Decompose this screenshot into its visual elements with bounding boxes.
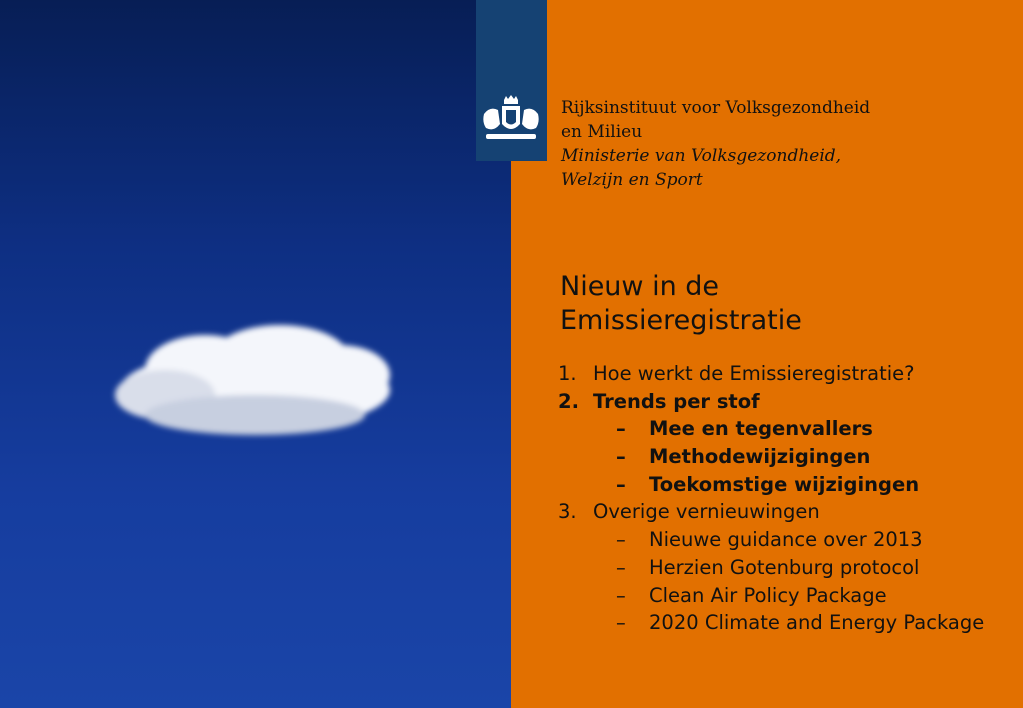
cloud-icon: [105, 315, 410, 450]
subitem-label: Toekomstige wijzigingen: [649, 472, 920, 496]
sky-photo: [0, 0, 511, 708]
dash-bullet: –: [616, 445, 626, 469]
item-label: Overige vernieuwingen: [593, 500, 820, 524]
ministry-line-2: Welzijn en Sport: [561, 170, 703, 190]
slide-title: [560, 270, 802, 338]
organization-name: [561, 96, 870, 192]
subitem-label: 2020 Climate and Energy Package: [649, 611, 985, 635]
agenda-item-1: [558, 360, 1018, 388]
item-number: 1.: [558, 362, 577, 385]
royal-coat-of-arms-icon: [480, 94, 542, 146]
dash-bullet: –: [616, 528, 626, 552]
agenda-item-3: [558, 498, 1018, 526]
subitem-label: Herzien Gotenburg protocol: [649, 555, 920, 579]
ministry-line-1: Ministerie van Volksgezondheid,: [561, 146, 842, 166]
agenda-subitem: [558, 582, 1018, 610]
subitem-label: Clean Air Policy Package: [649, 583, 887, 607]
agenda-subitem: [558, 526, 1018, 554]
agenda-subitem: [558, 471, 1018, 499]
agenda-list: [558, 360, 1018, 637]
item-label: Hoe werkt de Emissieregistratie?: [593, 362, 915, 385]
dash-bullet: –: [616, 555, 626, 579]
item-number: 2.: [558, 389, 579, 413]
subitem-label: Methodewijzigingen: [649, 445, 871, 469]
subitem-label: Mee en tegenvallers: [649, 417, 873, 441]
org-line-2: en Milieu: [561, 122, 643, 142]
dash-bullet: –: [616, 472, 626, 496]
agenda-subitem: [558, 443, 1018, 471]
title-line-1: Nieuw in de: [560, 271, 720, 302]
subitem-label: Nieuwe guidance over 2013: [649, 528, 923, 552]
item-label: Trends per stof: [593, 389, 760, 413]
agenda-subitem: [558, 415, 1018, 443]
dash-bullet: –: [616, 417, 626, 441]
org-line-1: Rijksinstituut voor Volksgezondheid: [561, 98, 871, 118]
agenda-subitem: [558, 609, 1018, 637]
dash-bullet: –: [616, 611, 626, 635]
title-line-2: Emissieregistratie: [560, 305, 802, 336]
dash-bullet: –: [616, 583, 626, 607]
agenda-subitem: [558, 554, 1018, 582]
item-number: 3.: [558, 500, 577, 524]
agenda-item-2: [558, 388, 1018, 416]
